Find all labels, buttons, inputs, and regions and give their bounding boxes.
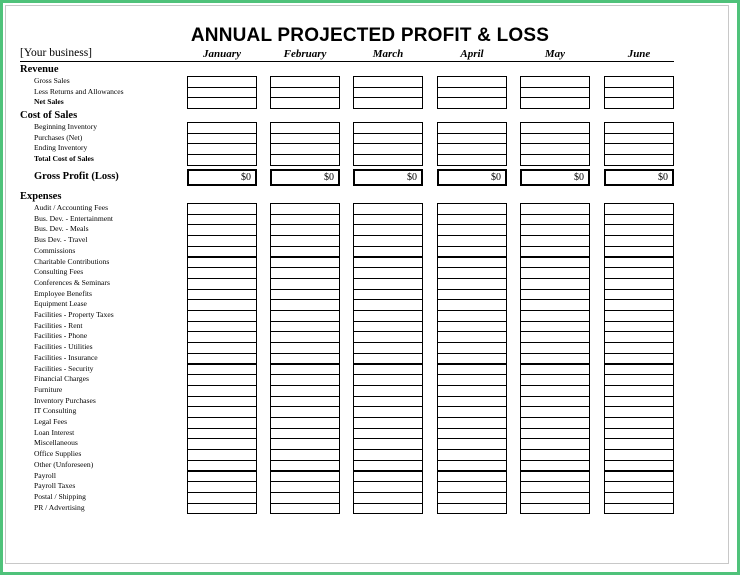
expense-row-label: Bus. Dev. - Meals: [34, 224, 89, 234]
gross-profit-cell[interactable]: $0: [520, 169, 590, 186]
section-expenses: Expenses: [20, 191, 62, 202]
expense-row-label: Facilities - Property Taxes: [34, 310, 114, 319]
expense-row-label: Loan Interest: [34, 427, 75, 437]
expense-row-label: Office Supplies: [34, 449, 82, 459]
cost-of-sales-input-cell[interactable]: [604, 154, 674, 166]
expense-row-label: Facilities - Phone: [34, 331, 88, 341]
expense-input-cell[interactable]: [187, 503, 257, 515]
section-revenue: Revenue: [20, 64, 59, 75]
revenue-input-cell[interactable]: [520, 97, 590, 109]
expense-input-cell[interactable]: [437, 503, 507, 515]
expense-input-cell[interactable]: [604, 503, 674, 515]
expense-row-label: Bus. Dev. - Entertainment: [34, 213, 114, 223]
cost-of-sales-input-cell[interactable]: [187, 154, 257, 166]
expense-row-label: Facilities - Security: [34, 363, 94, 373]
cost-of-sales-input-cell[interactable]: [437, 154, 507, 166]
expense-row-label: Equipment Lease: [34, 299, 87, 309]
expense-row-label: Facilities - Rent: [34, 320, 83, 330]
expense-row-label: Financial Charges: [34, 374, 89, 384]
expense-row-label: Facilities - Insurance: [34, 352, 98, 362]
expense-row-label: Miscellaneous: [34, 438, 78, 448]
month-header-april: April: [460, 48, 484, 60]
expense-row-label: Charitable Contributions: [34, 256, 110, 266]
revenue-row-label: Net Sales: [34, 97, 64, 107]
revenue-input-cell[interactable]: [270, 97, 340, 109]
gross-profit-label: Gross Profit (Loss): [34, 171, 119, 182]
business-name: [Your business]: [20, 47, 92, 59]
expense-row-label: Furniture: [34, 384, 63, 394]
expense-input-cell[interactable]: [353, 503, 423, 515]
month-header-june: June: [627, 48, 651, 60]
expense-input-cell[interactable]: [270, 503, 340, 515]
revenue-input-cell[interactable]: [437, 97, 507, 109]
month-header-march: March: [372, 48, 404, 60]
expense-row-label: Postal / Shipping: [34, 491, 86, 501]
gross-profit-cell[interactable]: $0: [604, 169, 674, 186]
expense-row-label: Employee Benefits: [34, 288, 92, 298]
expense-row-label: Consulting Fees: [34, 267, 84, 277]
cost-of-sales-input-cell[interactable]: [520, 154, 590, 166]
month-header-january: January: [203, 48, 241, 60]
revenue-row-label: Less Returns and Allowances: [34, 86, 124, 96]
expense-row-label: Legal Fees: [34, 417, 68, 426]
gross-profit-cell[interactable]: $0: [437, 169, 507, 186]
month-header-february: February: [283, 48, 327, 60]
cost-of-sales-row-label: Total Cost of Sales: [34, 154, 94, 164]
revenue-input-cell[interactable]: [187, 97, 257, 109]
revenue-input-cell[interactable]: [604, 97, 674, 109]
expense-row-label: Commissions: [34, 245, 76, 255]
revenue-input-cell[interactable]: [353, 97, 423, 109]
cost-of-sales-row-label: Purchases (Net): [34, 132, 83, 142]
cost-of-sales-row-label: Beginning Inventory: [34, 122, 98, 131]
expense-row-label: Audit / Accounting Fees: [34, 203, 109, 212]
gross-profit-cell[interactable]: $0: [353, 169, 423, 186]
expense-row-label: IT Consulting: [34, 406, 77, 416]
month-header-may: May: [544, 48, 566, 60]
cost-of-sales-input-cell[interactable]: [270, 154, 340, 166]
gross-profit-cell[interactable]: $0: [187, 169, 257, 186]
expense-row-label: Facilities - Utilities: [34, 342, 93, 352]
expense-row-label: Payroll: [34, 470, 56, 480]
expense-row-label: Payroll Taxes: [34, 481, 76, 491]
header-rule: [20, 61, 674, 62]
expense-row-label: PR / Advertising: [34, 502, 85, 512]
revenue-row-label: Gross Sales: [34, 76, 70, 85]
gross-profit-cell[interactable]: $0: [270, 169, 340, 186]
expense-row-label: Other (Unforeseen): [34, 459, 94, 469]
expense-row-label: Conferences & Seminars: [34, 277, 110, 287]
expense-row-label: Bus Dev. - Travel: [34, 235, 88, 245]
expense-input-cell[interactable]: [520, 503, 590, 515]
section-cost-of-sales: Cost of Sales: [20, 110, 78, 121]
cost-of-sales-input-cell[interactable]: [353, 154, 423, 166]
expense-row-label: Inventory Purchases: [34, 395, 96, 405]
cost-of-sales-row-label: Ending Inventory: [34, 143, 88, 153]
page-title: ANNUAL PROJECTED PROFIT & LOSS: [190, 25, 550, 46]
